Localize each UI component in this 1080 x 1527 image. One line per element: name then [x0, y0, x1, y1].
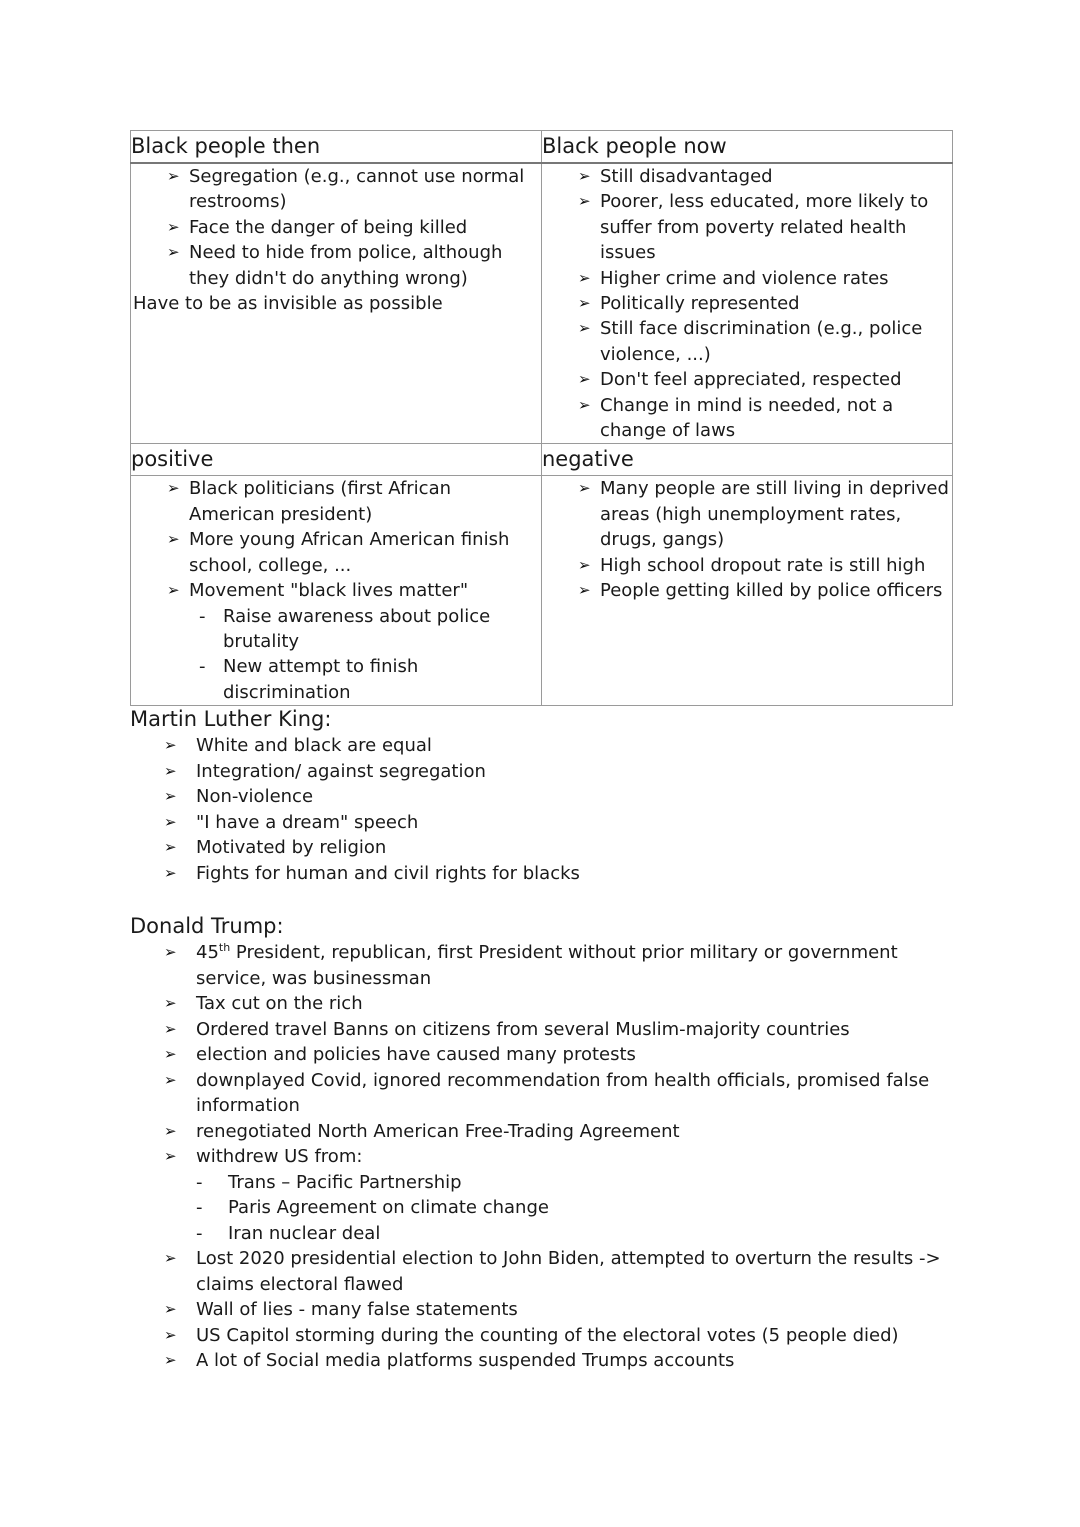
mlk-title: Martin Luther King: [130, 707, 332, 731]
list-item: ➢ Don't feel appreciated, respected [578, 367, 952, 392]
now-header: Black people now [542, 131, 953, 164]
list-item: ➢ Integration/ against segregation [164, 759, 950, 785]
list-item: ➢ Face the danger of being killed [167, 215, 541, 240]
trump-list [164, 940, 950, 1170]
list-item [167, 578, 541, 705]
ordinal-suffix: th [218, 941, 231, 954]
mlk-list [164, 733, 950, 886]
list-item: ➢ withdrew US from: [164, 1144, 950, 1170]
negative-cell [542, 476, 953, 706]
trump-section [130, 912, 950, 1374]
list-item: ➢ People getting killed by police officers [578, 578, 952, 603]
then-list [167, 164, 541, 291]
list-item: ➢ Still face discrimination (e.g., police violence, ...) [578, 316, 952, 367]
then-cell [131, 163, 542, 444]
sub-list-item: - Raise awareness about police brutality [199, 604, 541, 655]
list-item: ➢ Politically represented [578, 291, 952, 316]
negative-list [578, 476, 952, 603]
negative-header: negative [542, 444, 953, 476]
trump-body [130, 940, 950, 1374]
list-item: ➢ Ordered travel Banns on citizens from several Muslim-majority countries [164, 1017, 950, 1043]
mlk-body [130, 733, 950, 886]
list-item: ➢ Fights for human and civil rights for blacks [164, 861, 950, 887]
now-list [578, 164, 952, 443]
list-item: ➢ Non-violence [164, 784, 950, 810]
then-header: Black people then [131, 131, 542, 164]
list-item: ➢ Still disadvantaged [578, 164, 952, 189]
list-item: ➢ downplayed Covid, ignored recommendation from health officials, promised false information [164, 1068, 950, 1119]
positive-list [167, 476, 541, 705]
comparison-table [130, 130, 953, 706]
ordinal-number: 45 [196, 942, 219, 963]
trump-later-list [164, 1246, 950, 1374]
mlk-section [130, 705, 950, 886]
list-item: ➢ More young African American finish school, college, ... [167, 527, 541, 578]
list-item: ➢ election and policies have caused many protests [164, 1042, 950, 1068]
list-item: ➢ Black politicians (first African American president) [167, 476, 541, 527]
then-note: Have to be as invisible as possible [133, 293, 443, 315]
list-item-label: Movement "black lives matter" [189, 580, 469, 602]
list-item: ➢ "I have a dream" speech [164, 810, 950, 836]
list-item: ➢ White and black are equal [164, 733, 950, 759]
positive-header: positive [131, 444, 542, 476]
now-cell [542, 163, 953, 444]
sub-list-item: - Iran nuclear deal [196, 1221, 950, 1247]
list-item: ➢ Poorer, less educated, more likely to suffer from poverty related health issues [578, 189, 952, 265]
sub-list-item: - Trans – Pacific Partnership [196, 1170, 950, 1196]
positive-cell [131, 476, 542, 706]
list-item: ➢ High school dropout rate is still high [578, 553, 952, 578]
list-item: ➢ Many people are still living in deprived areas (high unemployment rates, drugs, gangs) [578, 476, 952, 552]
list-item: ➢ A lot of Social media platforms suspended Trumps accounts [164, 1348, 950, 1374]
list-item: ➢ Higher crime and violence rates [578, 266, 952, 291]
list-item: ➢ Need to hide from police, although they didn't do anything wrong) [167, 240, 541, 291]
list-item: ➢ Tax cut on the rich [164, 991, 950, 1017]
list-item: ➢ renegotiated North American Free-Trading Agreement [164, 1119, 950, 1145]
list-item: ➢ Motivated by religion [164, 835, 950, 861]
list-item-text: President, republican, first President without prior military or government service, was businessman [196, 942, 898, 989]
positive-sublist [199, 604, 541, 706]
list-item: ➢ Change in mind is needed, not a change of laws [578, 393, 952, 444]
sub-list-item: - Paris Agreement on climate change [196, 1195, 950, 1221]
list-item: ➢ Lost 2020 presidential election to John Biden, attempted to overturn the results -> claims electoral flawed [164, 1246, 950, 1297]
withdrew-sublist [196, 1170, 950, 1247]
list-item: ➢ US Capitol storming during the counting of the electoral votes (5 people died) [164, 1323, 950, 1349]
sub-list-item: - New attempt to finish discrimination [199, 654, 541, 705]
trump-title: Donald Trump: [130, 914, 284, 938]
list-item [164, 940, 950, 991]
list-item: ➢ Segregation (e.g., cannot use normal restrooms) [167, 164, 541, 215]
list-item: ➢ Wall of lies - many false statements [164, 1297, 950, 1323]
